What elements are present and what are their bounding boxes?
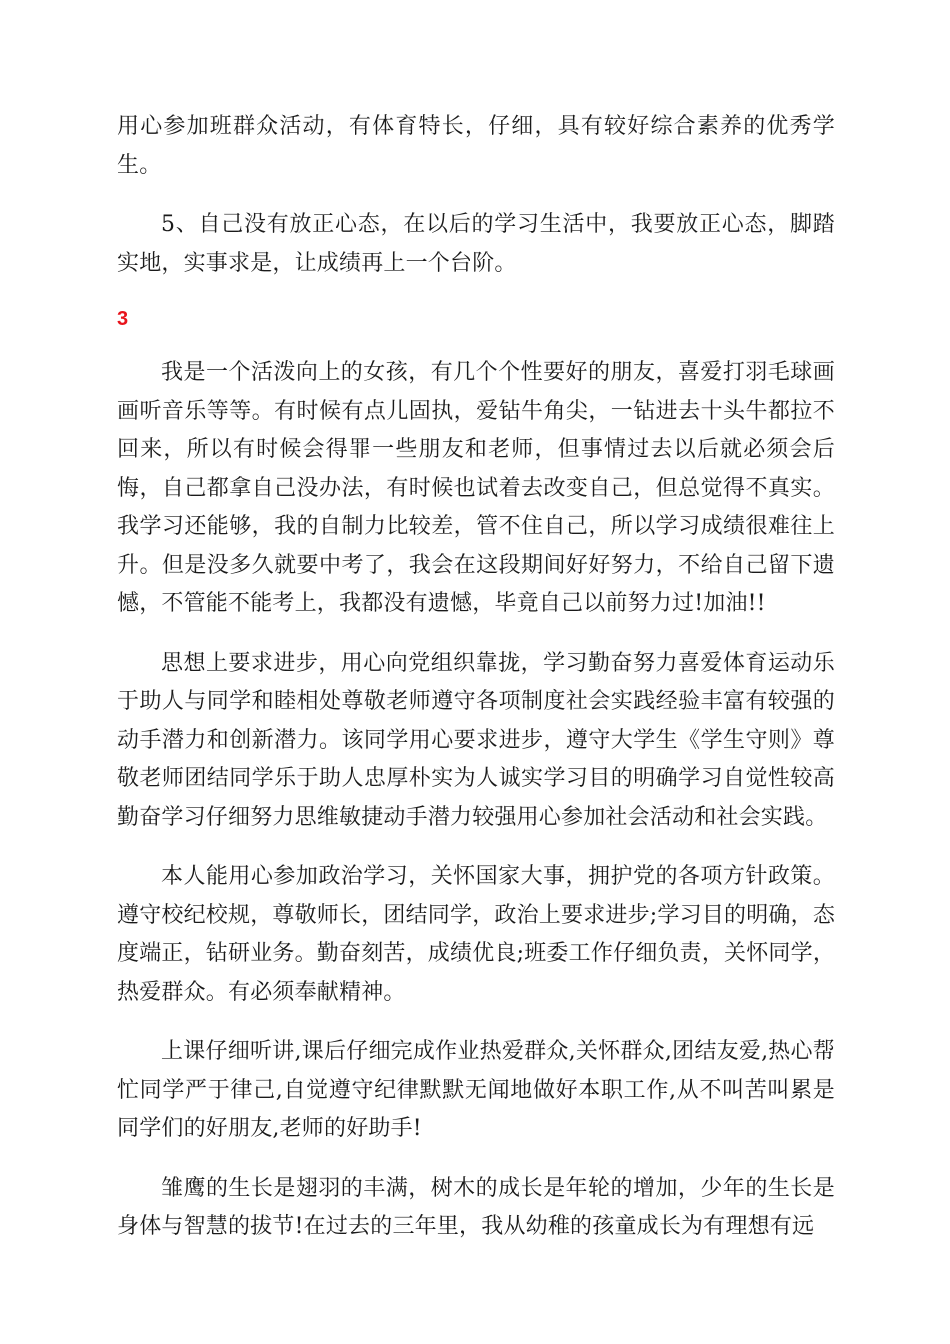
paragraph-item-5: 5、自己没有放正心态，在以后的学习生活中，我要放正心态，脚踏实地，实事求是，让成绩再上一个台阶。 — [117, 212, 835, 276]
paragraph-thought-progress: 思想上要求进步，用心向党组织靠拢，学习勤奋努力喜爱体育运动乐于助人与同学和睦相处尊敬老师遵守各项制度社会实践经验丰富有较强的动手潜力和创新潜力。该同学用心要求进步，遵守大学生《学生守则》尊敬老师团结同学乐于助人忠厚朴实为人诚实学习目的明确学习自觉性较高勤奋学习仔细努力思维敏捷动手潜力较强用心参加社会活动和社会实践。 — [117, 650, 835, 830]
paragraph-growth: 雏鹰的生长是翅羽的丰满，树木的成长是年轮的增加，少年的生长是身体与智慧的拔节!在过去的三年里，我从幼稚的孩童成长为有理想有远 — [117, 1175, 835, 1239]
document-page — [117, 108, 835, 1268]
paragraph-self-intro: 我是一个活泼向上的女孩，有几个个性要好的朋友，喜爱打羽毛球画画听音乐等等。有时候有点儿固执，爱钻牛角尖，一钻进去十头牛都拉不回来，所以有时候会得罪一些朋友和老师，但事情过去以后就必须会后悔，自己都拿自己没办法，有时候也试着去改变自己，但总觉得不真实。我学习还能够，我的自制力比较差，管不住自己，所以学习成绩很难往上升。但是没多久就要中考了，我会在这段期间好好努力，不给自己留下遗憾，不管能不能考上，我都没有遗憾，毕竟自己以前努力过!加油!! — [117, 360, 835, 616]
paragraph-continued: 用心参加班群众活动，有体育特长，仔细，具有较好综合素养的优秀学生。 — [117, 114, 835, 178]
section-heading-3: 3 — [117, 308, 129, 330]
paragraph-political-study: 本人能用心参加政治学习，关怀国家大事，拥护党的各项方针政策。遵守校纪校规，尊敬师长，团结同学，政治上要求进步;学习目的明确，态度端正，钻研业务。勤奋刻苦，成绩优良;班委工作仔细负责，关怀同学，热爱群众。有必须奉献精神。 — [117, 864, 836, 1005]
paragraph-class-attitude: 上课仔细听讲,课后仔细完成作业热爱群众,关怀群众,团结友爱,热心帮忙同学严于律己,自觉遵守纪律默默无闻地做好本职工作,从不叫苦叫累是同学们的好朋友,老师的好助手! — [117, 1039, 835, 1141]
